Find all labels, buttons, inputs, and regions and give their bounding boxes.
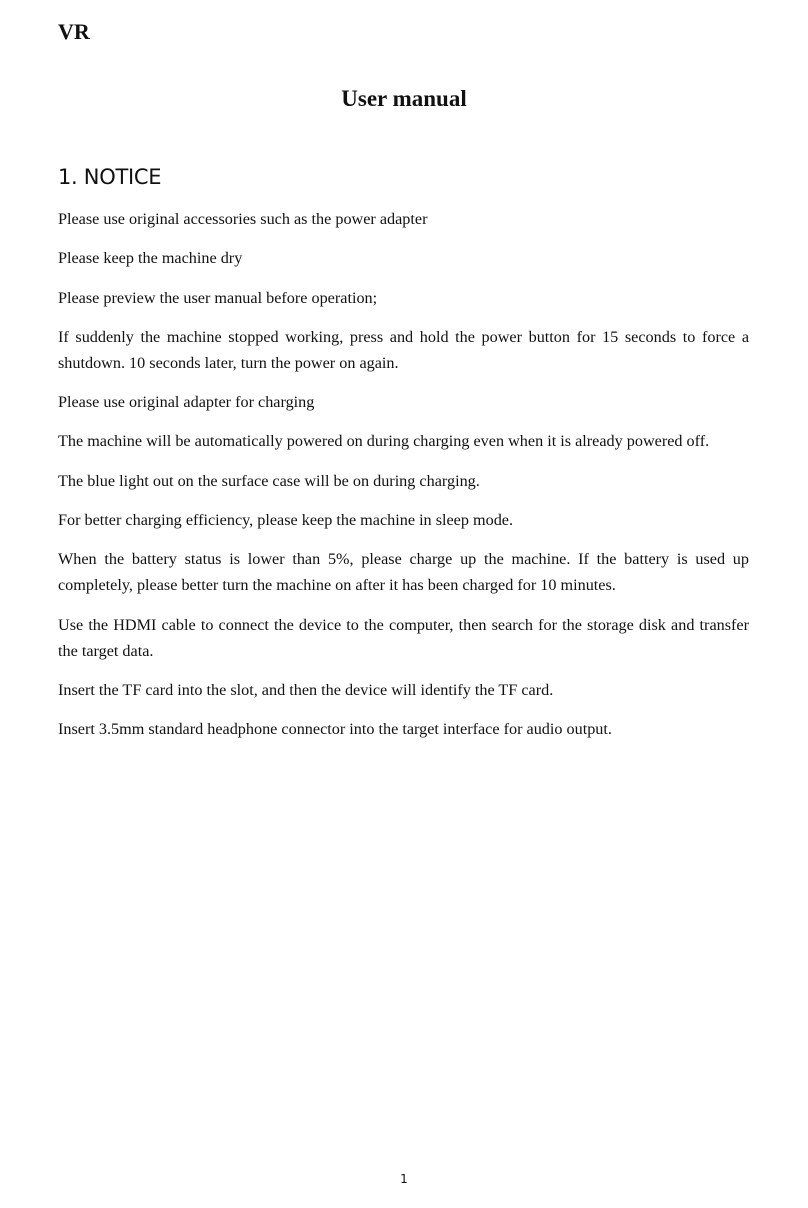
page-number: 1 <box>400 1172 408 1186</box>
notice-item: Insert 3.5mm standard headphone connector into the target interface for audio output. <box>58 720 612 739</box>
notice-item: Please keep the machine dry <box>58 249 243 268</box>
notice-item: For better charging efficiency, please keep the machine in sleep mode. <box>58 511 514 530</box>
notice-item: Insert the TF card into the slot, and then the device will identify the TF card. <box>58 680 554 699</box>
notice-item: When the battery status is lower than 5%, please charge up the machine. If the battery is used up completely, please better turn the machine on after it has been charged for 10 minutes. <box>58 550 749 595</box>
document-title: User manual <box>341 86 467 111</box>
notice-item: The machine will be automatically powered on during charging even when it is already powered off. <box>58 432 710 451</box>
notice-item: Please use original accessories such as the power adapter <box>58 210 428 228</box>
notice-list <box>58 206 749 756</box>
notice-item: Please preview the user manual before operation; <box>58 288 378 307</box>
header-label: VR <box>58 19 90 44</box>
section-heading: 1. NOTICE <box>58 165 162 189</box>
notice-item: The blue light out on the surface case will be on during charging. <box>58 471 480 490</box>
notice-item: Use the HDMI cable to connect the device to the computer, then search for the storage disk and transfer the target data. <box>58 615 749 660</box>
notice-item: Please use original adapter for charging <box>58 393 315 412</box>
notice-item: If suddenly the machine stopped working, press and hold the power button for 15 seconds to force a shutdown. 10 seconds later, turn the power on again. <box>58 327 749 372</box>
